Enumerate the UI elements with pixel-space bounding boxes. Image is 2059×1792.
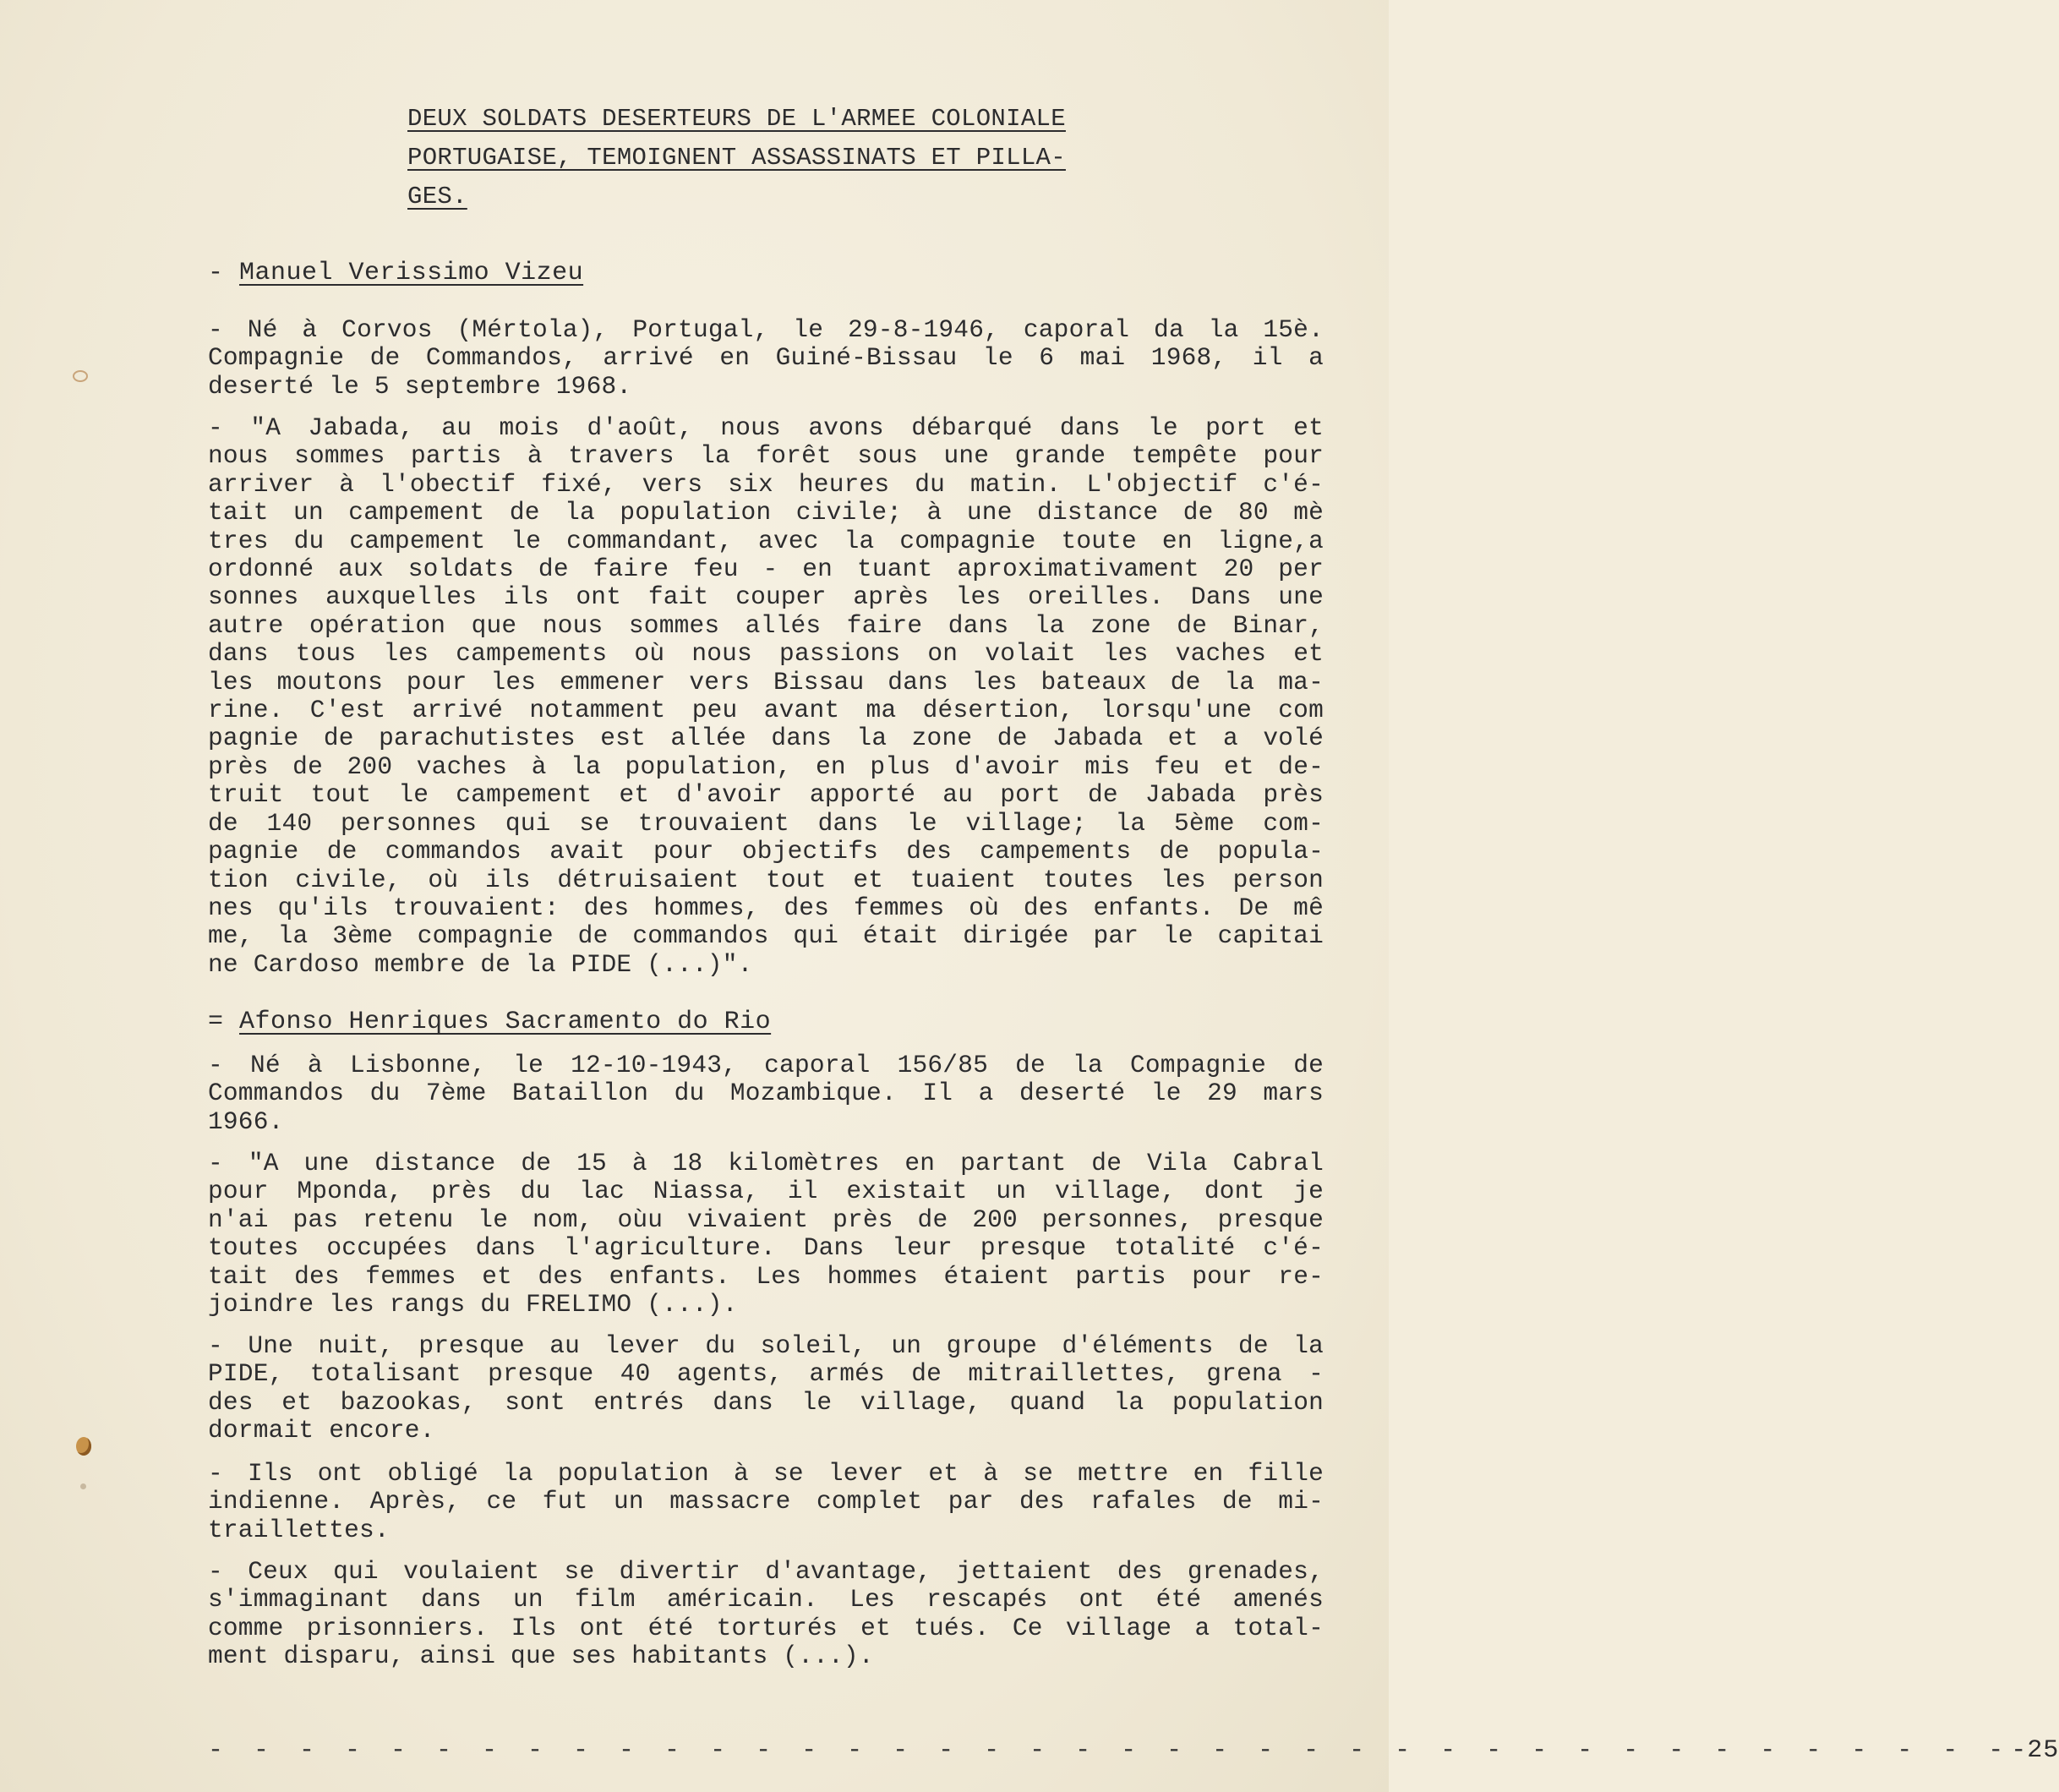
text-line: - Ceux qui voulaient se divertir d'avantage, jettaient des grenades, [208,1557,1324,1586]
title-line: GES. [407,183,467,210]
text-line: ne Cardoso membre de la PIDE (...)". [208,949,753,979]
text-line: - "A Jabada, au mois d'août, nous avons débarqué dans le port et [208,413,1324,442]
text-line: les moutons pour les emmener vers Bissau dans les bateaux de la ma- [208,667,1324,697]
witness-name: Afonso Henriques Sacramento do Rio [239,1008,772,1036]
text-line: autre opération que nous sommes allés faire dans la zone de Binar, [208,610,1324,640]
page-footer [208,1736,2059,1765]
staple-mark [76,1437,91,1456]
text-line: Commandos du 7ème Bataillon du Mozambique. Il a deserté le 29 mars [208,1079,1324,1108]
text-line: traillettes. [208,1515,390,1544]
text-line: pour Mponda, près du lac Niassa, il existait un village, dont je [208,1177,1324,1206]
text-line: s'immaginant dans un film américain. Les rescapés ont été amenés [208,1585,1324,1614]
text-line: ment disparu, ainsi que ses habitants (...). [208,1642,874,1671]
text-line: Compagnie de Commandos, arrivé en Guiné-Bissau le 6 mai 1968, il a [208,343,1324,373]
text-line: - Né à Corvos (Mértola), Portugal, le 29-8-1946, caporal da la 15è. [208,315,1324,344]
witness-intro [208,316,1324,401]
testimony-heading [208,259,583,287]
text-line: de 140 personnes qui se trouvaient dans le village; la 5ème com- [208,808,1324,838]
text-line: joindre les rangs du FRELIMO (...). [208,1290,738,1319]
statement-paragraph [208,1332,1324,1445]
text-line: - Une nuit, presque au lever du soleil, un groupe d'éléments de la [208,1331,1324,1360]
witness-statement [208,1150,1324,1319]
text-line: dans tous les campements où nous passions on volait les vaches et [208,639,1324,669]
text-line: ordonné aux soldats de faire feu - en tuant aproximativament 20 per [208,555,1324,584]
text-line: nous sommes partis à travers la forêt sous une grande tempête pour [208,441,1324,471]
text-line: tait des femmes et des enfants. Les hommes étaient partis pour re- [208,1261,1324,1291]
text-line: toutes occupées dans l'agriculture. Dans leur presque totalité c'é- [208,1233,1324,1263]
text-line: truit tout le campement et d'avoir apporté au port de Jabada près [208,780,1324,810]
punch-hole [73,370,88,382]
text-line: pagnie de parachutistes est allée dans la zone de Jabada et a volé [208,724,1324,753]
text-line: tait un campement de la population civile; à une distance de 80 mè [208,498,1324,527]
text-line: PIDE, totalisant presque 40 agents, armés de mitraillettes, grena - [208,1359,1324,1389]
footer-rule: - - - - - - - - - - - - - - - - - - - - - - - - - - - - - - - - - - - - - - - - [208,1736,2012,1765]
text-line: dormait encore. [208,1416,435,1445]
text-line: n'ai pas retenu le nom, oùu vivaient près de 200 personnes, presque [208,1205,1324,1234]
witness-intro [208,1052,1324,1136]
witness-statement [208,414,1324,979]
heading-dash: - [208,259,224,287]
page-number: -25 [2011,1736,2059,1765]
text-line: nes qu'ils trouvaient: des hommes, des femmes où des enfants. De mê [208,893,1324,922]
text-line: - Ils ont obligé la population à se lever et à se mettre en fille [208,1459,1324,1488]
text-line: tion civile, où ils détruisaient tout et tuaient toutes les person [208,865,1324,894]
text-line: des et bazookas, sont entrés dans le village, quand la population [208,1387,1324,1417]
text-line: sonnes auxquelles ils ont fait couper après les oreilles. Dans une [208,582,1324,612]
statement-paragraph [208,1558,1324,1671]
text-line: comme prisonniers. Ils ont été torturés et tués. Ce village a total- [208,1613,1324,1642]
text-line: rine. C'est arrivé notamment peu avant ma désertion, lorsqu'une com [208,696,1324,725]
document-title [407,100,1151,216]
heading-dash: = [208,1008,224,1036]
text-line: indienne. Après, ce fut un massacre complet par des rafales de mi- [208,1487,1324,1516]
text-line: tres du campement le commandant, avec la compagnie toute en ligne,a [208,526,1324,555]
statement-paragraph [208,1460,1324,1544]
text-line: arriver à l'obectif fixé, vers six heures du matin. L'objectif c'é- [208,469,1324,499]
testimony-heading [208,1008,771,1036]
text-line: - Né à Lisbonne, le 12-10-1943, caporal 156/85 de la Compagnie de [208,1051,1324,1079]
text-line: me, la 3ème compagnie de commandos qui était dirigée par le capitai [208,921,1324,951]
text-line: 1966. [208,1106,284,1136]
text-line: près de 200 vaches à la population, en plus d'avoir mis feu et de- [208,751,1324,781]
title-line: DEUX SOLDATS DESERTEURS DE L'ARMEE COLONIALE [407,105,1066,133]
witness-name: Manuel Verissimo Vizeu [239,259,584,287]
punch-hole [80,1483,86,1489]
text-line: deserté le 5 septembre 1968. [208,371,632,401]
text-line: pagnie de commandos avait pour objectifs des campements de popula- [208,837,1324,866]
title-line: PORTUGAISE, TEMOIGNENT ASSASSINATS ET PILLA- [407,144,1066,172]
text-line: - "A une distance de 15 à 18 kilomètres en partant de Vila Cabral [208,1149,1324,1177]
